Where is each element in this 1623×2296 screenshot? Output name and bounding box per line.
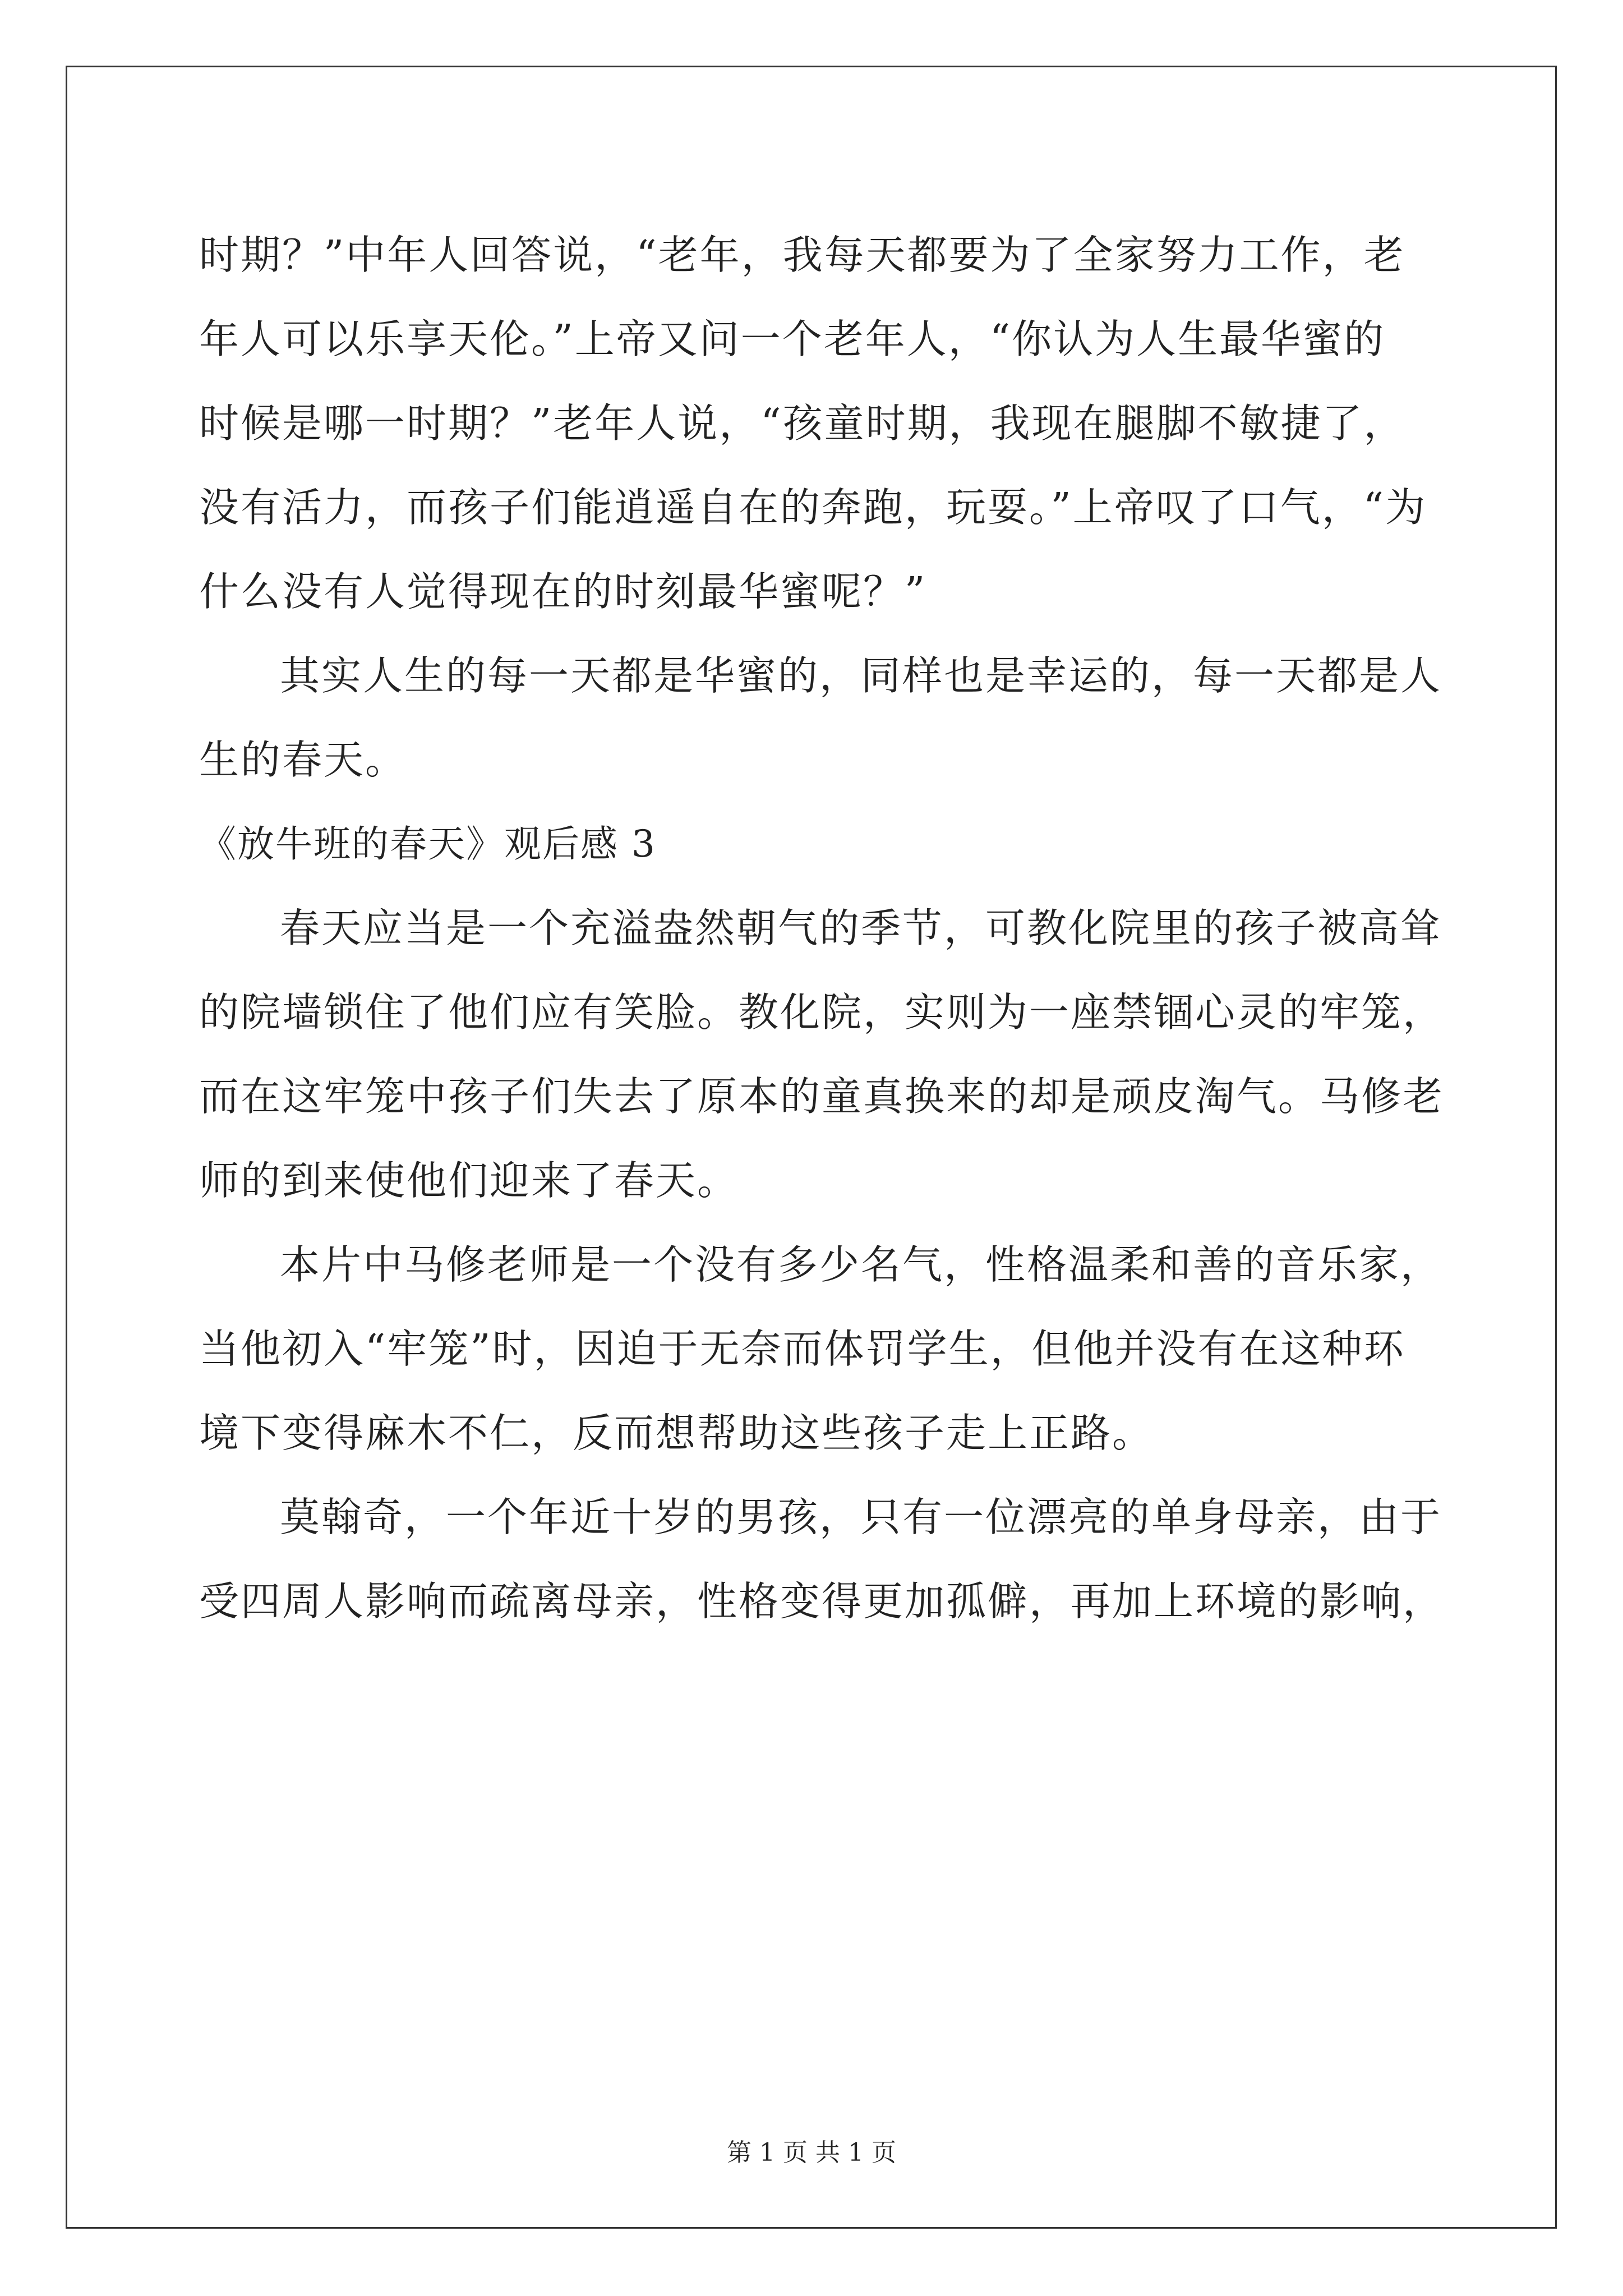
text-line: 时期？”中年人回答说，“老年，我每天都要为了全家努力工作，老 [199,232,1405,278]
paragraph-start-line: 本片中马修老师是一个没有多少名气，性格温柔和善的音乐家， [280,1241,1442,1288]
text-line: 年人可以乐享天伦。”上帝又问一个老年人，“你认为人生最华蜜的 [199,316,1386,362]
document-body [199,213,1445,1644]
page-footer: 第 1 页 共 1 页 [727,2138,896,2167]
text-line: 什么没有人觉得现在的时刻最华蜜呢？” [199,568,927,615]
text-line: 师的到来使他们迎来了春天。 [199,1157,739,1204]
text-line: 没有活力，而孩子们能逍遥自在的奔跑，玩耍。”上帝叹了口气，“为 [199,484,1427,531]
text-line: 时候是哪一时期？”老年人说，“孩童时期，我现在腿脚不敏捷了， [199,400,1405,447]
text-line: 境下变得麻木不仁，反而想帮助这些孩子走上正路。 [199,1410,1154,1456]
paragraph-start-line: 其实人生的每一天都是华蜜的，同样也是幸运的，每一天都是人 [280,652,1442,699]
text-line: 受四周人影响而疏离母亲，性格变得更加孤僻，再加上环境的影响， [199,1578,1445,1625]
text-line: 的院墙锁住了他们应有笑脸。教化院，实则为一座禁锢心灵的牢笼， [199,989,1445,1036]
text-line: 而在这牢笼中孩子们失去了原本的童真换来的却是顽皮淘气。马修老 [199,1073,1445,1120]
paragraph-start-line: 莫翰奇，一个年近十岁的男孩，只有一位漂亮的单身母亲，由于 [280,1494,1442,1540]
paragraph-start-line: 春天应当是一个充溢盎然朝气的季节，可教化院里的孩子被高耸 [280,905,1442,951]
section-heading: 《放牛班的春天》观后感 3 [199,822,656,866]
text-line: 生的春天。 [199,737,407,783]
text-line: 当他初入“牢笼”时，因迫于无奈而体罚学生，但他并没有在这种环 [199,1326,1405,1372]
